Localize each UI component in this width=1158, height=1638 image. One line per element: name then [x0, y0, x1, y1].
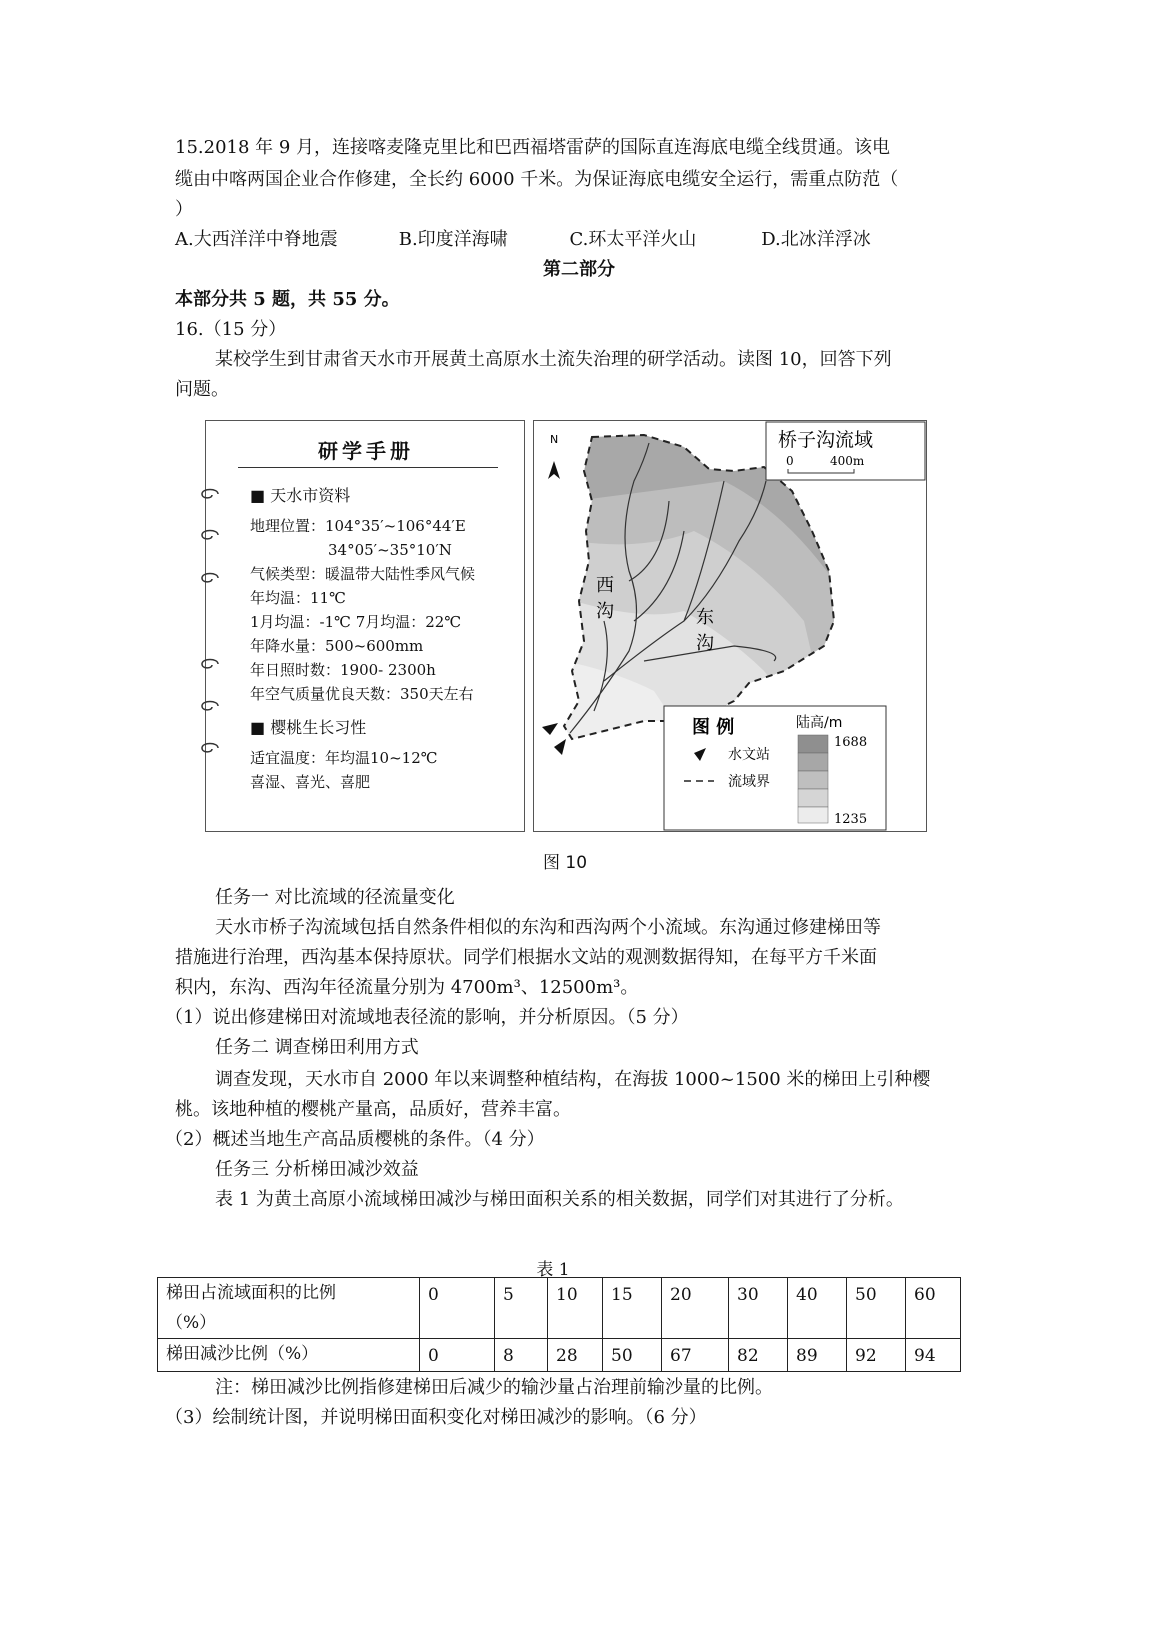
- binder-ring-icon: [198, 699, 220, 713]
- north-label: N: [550, 433, 559, 446]
- table-cell: 10: [548, 1278, 603, 1339]
- elevation-swatch: [798, 753, 828, 771]
- task3-question: （3）绘制统计图，并说明梯田面积变化对梯田减沙的影响。（6 分）: [165, 1407, 707, 1428]
- watershed-map: [534, 421, 926, 831]
- elevation-swatch: [798, 807, 828, 823]
- handbook-line: 年均温：11℃: [250, 589, 346, 607]
- table-cell: 50: [603, 1339, 662, 1372]
- row-label-sediment-reduction: 梯田减沙比例（%）: [158, 1339, 420, 1372]
- task3-para-1: 表 1 为黄土高原小流域梯田减沙与梯田面积关系的相关数据，同学们对其进行了分析。: [215, 1189, 904, 1210]
- table-cell: 30: [729, 1278, 788, 1339]
- handbook-line: 喜湿、喜光、喜肥: [250, 773, 371, 791]
- binder-ring-icon: [198, 487, 220, 501]
- study-handbook-panel: [205, 420, 525, 832]
- scale-400: 400m: [830, 454, 865, 468]
- handbook-line: 1月均温：-1℃ 7月均温：22℃: [250, 613, 462, 631]
- legend-elev-min: 1235: [834, 812, 868, 827]
- scale-zero: 0: [786, 454, 794, 468]
- legend-title: 图 例: [692, 717, 735, 738]
- label-east-gully-1: 东: [696, 607, 714, 628]
- handbook-line: 地理位置：104°35′~106°44′E: [250, 517, 466, 535]
- hydrological-station-icon: [554, 739, 566, 755]
- task1-para-2: 措施进行治理，西沟基本保持原状。同学们根据水文站的观测数据得知，在每平方千米面: [175, 947, 877, 968]
- handbook-line: 34°05′~35°10′N: [328, 541, 452, 559]
- table-caption: 表 1: [536, 1260, 570, 1280]
- part2-title: 第二部分: [543, 259, 615, 280]
- q16-stem-1: 某校学生到甘肃省天水市开展黄土高原水土流失治理的研学活动。读图 10，回答下列: [215, 349, 892, 370]
- q15-line-1: 15.2018 年 9 月，连接喀麦隆克里比和巴西福塔雷萨的国际直连海底电缆全线贯通。该电: [175, 137, 891, 158]
- table-cell: 82: [729, 1339, 788, 1372]
- handbook-title: 研学手册: [318, 439, 414, 463]
- watershed-map-panel: [533, 420, 927, 832]
- q15-line-3: ）: [175, 199, 193, 220]
- table-row: [158, 1278, 961, 1339]
- table-cell: 60: [906, 1278, 961, 1339]
- elevation-swatch: [798, 735, 828, 753]
- handbook-line: 适宜温度：年均温10~12℃: [250, 749, 438, 767]
- task1-question: （1）说出修建梯田对流域地表径流的影响，并分析原因。（5 分）: [165, 1007, 689, 1028]
- figure-10: [205, 420, 925, 873]
- task2-para-1: 调查发现，天水市自 2000 年以来调整种植结构，在海拔 1000~1500 米的梯田上引种樱: [215, 1069, 931, 1090]
- table-row: [158, 1339, 961, 1372]
- q15-option-a: A.大西洋洋中脊地震: [175, 229, 338, 250]
- handbook-section-cherry: ■ 樱桃生长习性: [250, 718, 367, 737]
- q15-option-c: C.环太平洋火山: [569, 229, 697, 250]
- task1-title: 任务一 对比流域的径流量变化: [215, 887, 455, 908]
- table-note: 注：梯田减沙比例指修建梯田后减少的输沙量占治理前输沙量的比例。: [215, 1377, 773, 1398]
- handbook-line: 气候类型：暖温带大陆性季风气候: [250, 565, 476, 583]
- elevation-swatch: [798, 789, 828, 807]
- map-title: 桥子沟流域: [778, 429, 874, 451]
- table-cell: 0: [420, 1278, 495, 1339]
- handbook-line: 年日照时数：1900- 2300h: [250, 661, 436, 679]
- q16-stem-2: 问题。: [175, 379, 229, 400]
- table-cell: 0: [420, 1339, 495, 1372]
- table-cell: 28: [548, 1339, 603, 1372]
- task1-para-1: 天水市桥子沟流域包括自然条件相似的东沟和西沟两个小流域。东沟通过修建梯田等: [215, 917, 881, 938]
- label-west-gully-2: 沟: [596, 601, 614, 622]
- hydrological-station-icon: [542, 723, 558, 735]
- handbook-line: 年空气质量优良天数：350天左右: [250, 685, 474, 703]
- table-cell: 20: [662, 1278, 729, 1339]
- q15-option-d: D.北冰洋浮冰: [761, 229, 871, 250]
- table-cell: 8: [495, 1339, 548, 1372]
- legend-elev-max: 1688: [834, 735, 868, 750]
- task1-para-3: 积内，东沟、西沟年径流量分别为 4700m³、12500m³。: [175, 977, 639, 998]
- task3-title: 任务三 分析梯田减沙效益: [215, 1159, 419, 1180]
- legend-elevation-title: 陆高/m: [796, 715, 843, 731]
- elevation-swatch: [798, 771, 828, 789]
- task2-question: （2）概述当地生产高品质樱桃的条件。（4 分）: [165, 1129, 545, 1150]
- binder-ring-icon: [198, 571, 220, 585]
- label-east-gully-2: 沟: [696, 633, 714, 654]
- handbook-line: 年降水量：500~600mm: [250, 637, 424, 655]
- binder-ring-icon: [198, 528, 220, 542]
- row-label-line: （%）: [166, 1313, 217, 1333]
- table-cell: 40: [788, 1278, 847, 1339]
- binder-ring-icon: [198, 657, 220, 671]
- q15-option-b: B.印度洋海啸: [398, 229, 508, 250]
- table-cell: 89: [788, 1339, 847, 1372]
- table-cell: 15: [603, 1278, 662, 1339]
- table-cell: 5: [495, 1278, 548, 1339]
- legend-station-label: 水文站: [728, 747, 770, 763]
- handbook-title-rule: [238, 467, 498, 468]
- table-cell: 94: [906, 1339, 961, 1372]
- q15-line-2: 缆由中喀两国企业合作修建，全长约 6000 千米。为保证海底电缆安全运行，需重点防范（: [175, 169, 899, 190]
- task2-title: 任务二 调查梯田利用方式: [215, 1037, 419, 1058]
- table-cell: 50: [847, 1278, 906, 1339]
- binder-ring-icon: [198, 741, 220, 755]
- table-cell: 92: [847, 1339, 906, 1372]
- north-arrow-icon: [548, 461, 560, 479]
- table-cell: 67: [662, 1339, 729, 1372]
- row-label-line: 梯田占流域面积的比例: [166, 1283, 336, 1303]
- q16-number: 16.（15 分）: [175, 319, 287, 340]
- terrace-sediment-table: [157, 1277, 961, 1372]
- part2-intro: 本部分共 5 题，共 55 分。: [175, 289, 400, 310]
- legend-boundary-label: 流域界: [728, 774, 770, 790]
- q15-options: [175, 226, 871, 254]
- figure-caption: 图 10: [542, 853, 588, 873]
- row-label-terrace-ratio: [158, 1278, 420, 1339]
- task2-para-2: 桃。该地种植的樱桃产量高，品质好，营养丰富。: [175, 1099, 571, 1120]
- handbook-section-tianshui: ■ 天水市资料: [250, 486, 351, 505]
- label-west-gully-1: 西: [596, 575, 614, 596]
